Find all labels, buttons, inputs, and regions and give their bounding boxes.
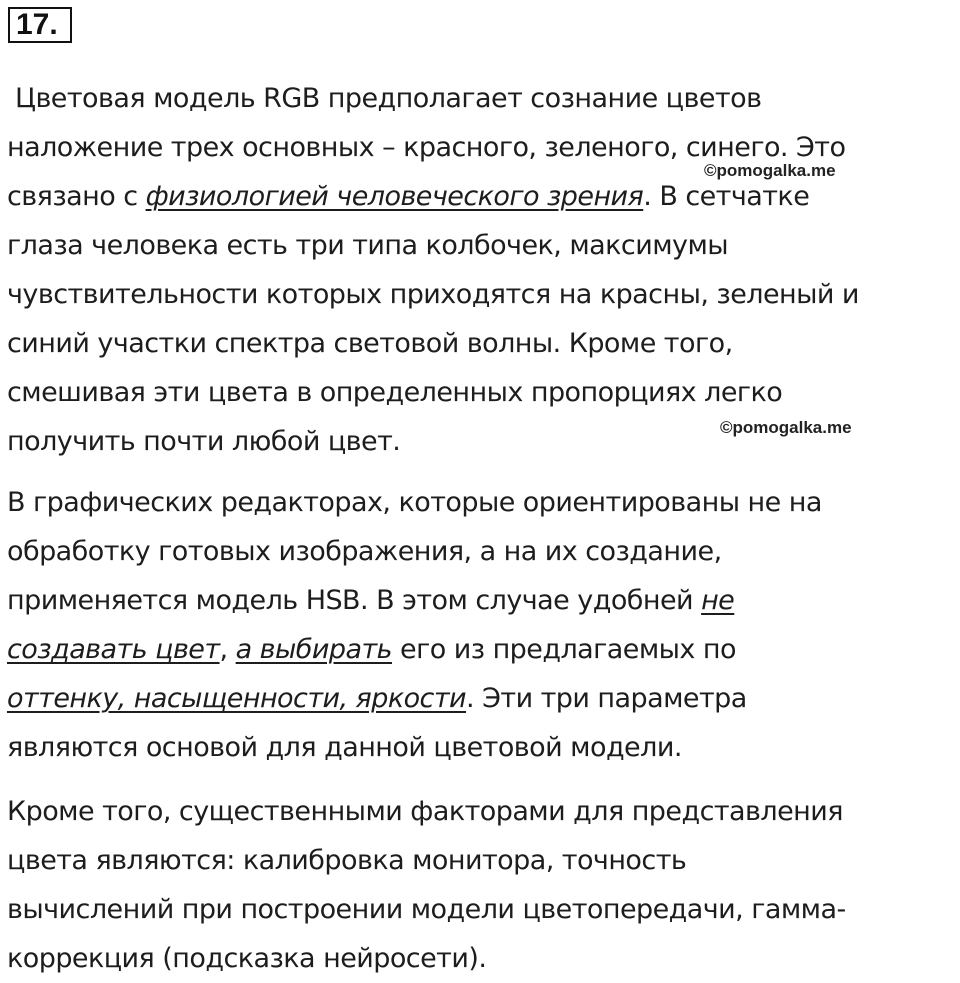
text-fragment: . В сетчатке <box>643 181 810 212</box>
emphasized-phrase: оттенку, насыщенности, яркости <box>7 683 467 714</box>
text-fragment: связано с <box>7 181 146 212</box>
text-line: Цветовая модель RGB предполагает сознание цветов <box>7 83 762 114</box>
paragraph-hsb <box>7 478 955 772</box>
watermark: ©pomogalka.me <box>720 418 852 437</box>
text-line: обработку готовых изображения, а на их создание, <box>7 536 722 567</box>
paragraph-rgb <box>7 74 955 466</box>
text-line: В графических редакторах, которые ориентированы не на <box>7 487 822 518</box>
text-line: получить почти любой цвет. <box>7 426 401 457</box>
paragraph-factors <box>7 787 955 983</box>
text-line: глаза человека есть три типа колбочек, максимумы <box>7 230 729 261</box>
text-fragment: его из предлагаемых по <box>392 634 736 665</box>
text-line: коррекция (подсказка нейросети). <box>7 943 487 974</box>
text-line: вычислений при построении модели цветопередачи, гамма- <box>7 894 846 925</box>
text-line: Кроме того, существенными факторами для представления <box>7 796 843 827</box>
emphasized-phrase: а выбирать <box>235 634 393 665</box>
text-line <box>7 625 955 674</box>
text-line: синий участки спектра световой волны. Кроме того, <box>7 328 733 359</box>
emphasized-phrase: физиологией человеческого зрения <box>145 181 644 212</box>
text-line <box>7 674 955 723</box>
text-line <box>7 576 955 625</box>
text-line: чувствительности которых приходятся на красны, зеленый и <box>7 279 859 310</box>
text-line: цвета являются: калибровка монитора, точность <box>7 845 687 876</box>
text-fragment: . Эти три параметра <box>466 683 747 714</box>
emphasized-phrase: не <box>701 585 735 616</box>
emphasized-phrase: создавать цвет <box>7 634 220 665</box>
task-number: 17. <box>8 7 72 43</box>
text-fragment: , <box>219 634 236 665</box>
watermark: ©pomogalka.me <box>704 161 836 180</box>
text-fragment: применяется модель HSB. В этом случае удобней <box>7 585 702 616</box>
text-line: наложение трех основных – красного, зеленого, синего. Это <box>7 132 846 163</box>
text-line: являются основой для данной цветовой модели. <box>7 732 682 763</box>
text-line: смешивая эти цвета в определенных пропорциях легко <box>7 377 783 408</box>
